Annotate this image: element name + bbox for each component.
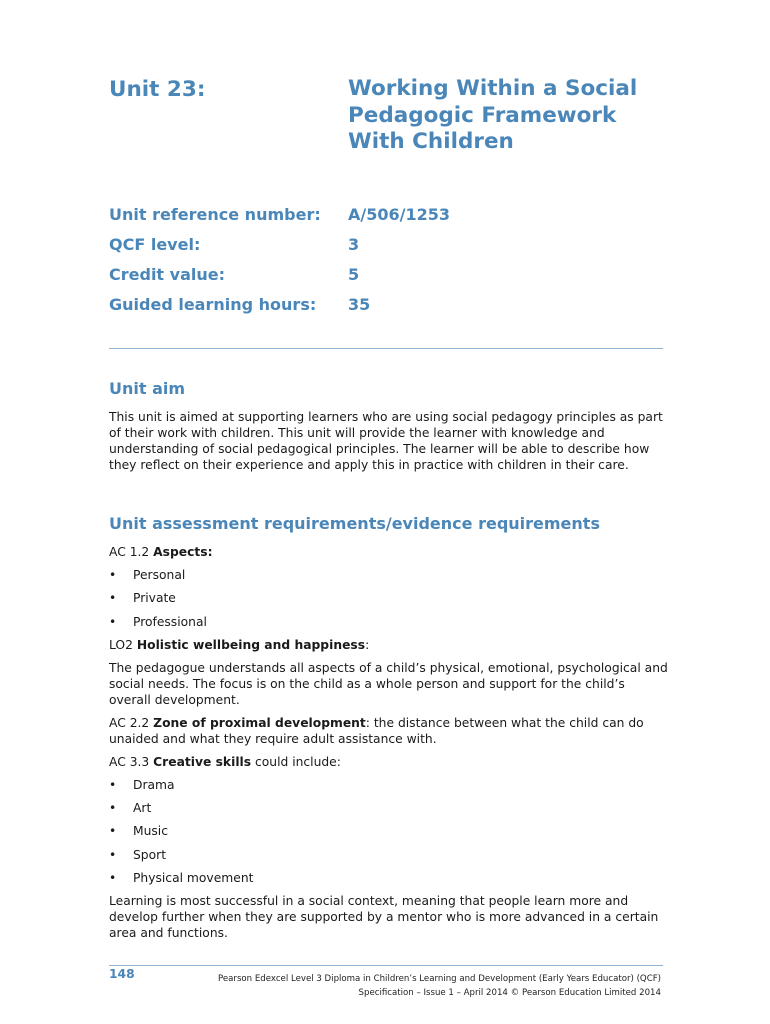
ac33-line (109, 754, 669, 777)
list-item (109, 847, 669, 870)
unit-title: Working Within a Social Pedagogic Framework With Children (348, 76, 638, 154)
list-item (109, 823, 669, 846)
meta-value: 3 (348, 235, 360, 254)
list-item (109, 777, 669, 800)
meta-label: Credit value: (109, 265, 225, 284)
ac-prefix: AC 1.2 (109, 545, 154, 559)
list-item-text: Private (133, 591, 176, 606)
list-item (109, 590, 669, 613)
closing-text: Learning is most successful in a social context, meaning that people learn more and develop further when they are supported by a mentor who is more advanced in a certain area and functions. (109, 894, 659, 941)
ac-bold-term: Zone of proximal development (153, 715, 366, 730)
footer-text (161, 972, 661, 1000)
list-item-text: Professional (133, 614, 207, 629)
unit-number: Unit 23: (109, 77, 206, 102)
ac-suffix: could include: (251, 754, 341, 769)
ac-bold-term: Creative skills (153, 754, 252, 769)
list-item (109, 800, 669, 823)
footer-line-1: Pearson Edexcel Level 3 Diploma in Children’s Learning and Development (Early Years Educator) (QCF) (217, 974, 661, 984)
lo2-text: The pedagogue understands all aspects of a child’s physical, emotional, psychological and social needs. The focus is on the child as a whole person and support for the child’s overall development. (109, 660, 668, 707)
ac-prefix: AC 2.2 (109, 715, 154, 730)
list-item (109, 870, 669, 893)
lo-bold-term: Holistic wellbeing and happiness (136, 637, 366, 652)
unit-aim-heading: Unit aim (109, 379, 186, 398)
meta-value: 35 (348, 295, 371, 314)
ac22-line (109, 715, 669, 747)
bullet-icon: • (109, 801, 117, 816)
lo2-line (109, 637, 669, 660)
page-number: 148 (109, 967, 135, 981)
list-item-text: Sport (133, 847, 167, 862)
meta-label: Unit reference number: (109, 205, 321, 224)
list-item-text: Drama (133, 777, 175, 792)
list-item-text: Physical movement (133, 871, 254, 886)
list-item (109, 567, 669, 590)
lo-prefix: LO2 (109, 637, 137, 652)
section-divider (109, 348, 663, 349)
assessment-heading: Unit assessment requirements/evidence requirements (109, 514, 600, 533)
meta-value: 5 (348, 265, 360, 284)
footer-line-2: Specification – Issue 1 – April 2014 © Pearson Education Limited 2014 (358, 988, 661, 998)
footer-divider (109, 965, 663, 966)
bullet-icon: • (109, 824, 117, 839)
unit-aim-text: This unit is aimed at supporting learners who are using social pedagogy principles as part of their work with children. This unit will provide the learner with knowledge and understanding of social pedagogical principles. The learner will be able to describe how they reflect on their experience and apply this in practice with children in their care. (109, 410, 663, 472)
ac-bold-term: Aspects: (153, 545, 213, 559)
bullet-icon: • (109, 777, 117, 792)
bullet-icon: • (109, 614, 117, 629)
assessment-content (109, 544, 669, 941)
bullet-icon: • (109, 847, 117, 862)
list-item-text: Art (133, 801, 152, 816)
meta-label: QCF level: (109, 235, 201, 254)
bullet-icon: • (109, 568, 117, 582)
ac-prefix: AC 3.3 (109, 754, 154, 769)
ac-suffix: : the distance between what the child can do unaided and what they require adult assistance with. (109, 715, 644, 746)
ac12-line (109, 544, 669, 567)
bullet-icon: • (109, 591, 117, 606)
bullet-icon: • (109, 871, 117, 886)
list-item-text: Personal (133, 568, 186, 582)
lo-suffix: : (365, 637, 370, 652)
list-item (109, 614, 669, 637)
meta-label: Guided learning hours: (109, 295, 317, 314)
meta-value: A/506/1253 (348, 205, 450, 224)
list-item-text: Music (133, 824, 168, 839)
